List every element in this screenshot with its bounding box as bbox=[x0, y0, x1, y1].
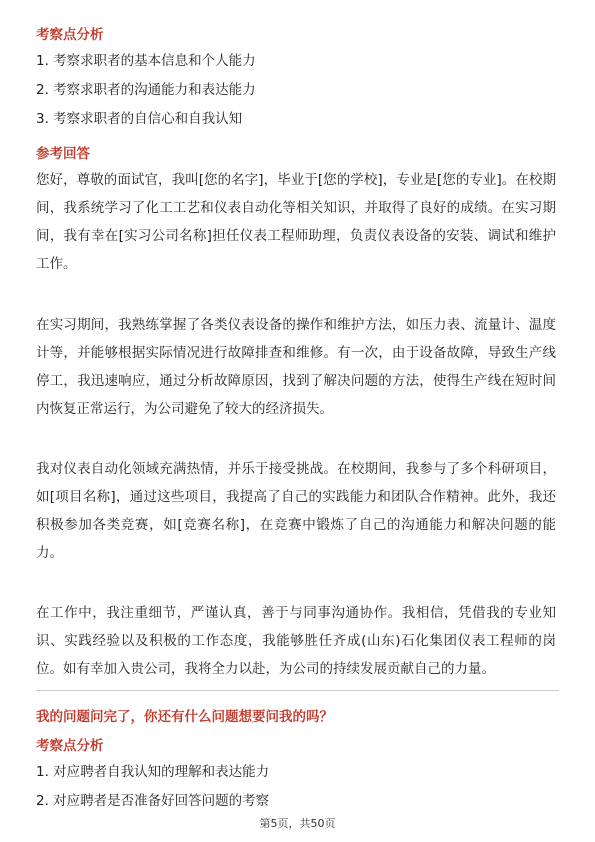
list-item: 1. 对应聘者自我认知的理解和表达能力 bbox=[36, 764, 270, 780]
page-number: 第5页，共50页 bbox=[259, 817, 336, 830]
list-item: 1. 考察求职者的基本信息和个人能力 bbox=[36, 53, 256, 69]
list-item: 2. 考察求职者的沟通能力和表达能力 bbox=[36, 82, 256, 98]
section-heading-answer: 参考回答 bbox=[36, 146, 90, 162]
section-heading-analysis: 考察点分析 bbox=[36, 27, 104, 43]
section-divider bbox=[36, 690, 559, 691]
answer-paragraph: 您好，尊敬的面试官，我叫[您的名字]，毕业于[您的学校]，专业是[您的专业]。在校期间，我系统学习了化工工艺和仪表自动化等相关知识，并取得了良好的成绩。在实习期间，我有幸在[实习公司名称]担任仪表工程师助理，负责仪表设备的安装、调试和维护工作。 bbox=[36, 172, 556, 272]
list-item: 3. 考察求职者的自信心和自我认知 bbox=[36, 111, 243, 127]
answer-paragraph: 我对仪表自动化领域充满热情，并乐于接受挑战。在校期间，我参与了多个科研项目，如[项目名称]，通过这些项目，我提高了自己的实践能力和团队合作精神。此外，我还积极参加各类竞赛，如[竞赛名称]，在竞赛中锻炼了自己的沟通能力和解决问题的能力。 bbox=[36, 461, 556, 561]
section-heading-analysis: 考察点分析 bbox=[36, 738, 104, 754]
answer-paragraph: 在工作中，我注重细节，严谨认真，善于与同事沟通协作。我相信，凭借我的专业知识、实践经验以及积极的工作态度，我能够胜任齐成(山东)石化集团仪表工程师的岗位。如有幸加入贵公司，我将全力以赴，为公司的持续发展贡献自己的力量。 bbox=[36, 605, 556, 677]
answer-paragraph: 在实习期间，我熟练掌握了各类仪表设备的操作和维护方法，如压力表、流量计、温度计等，并能够根据实际情况进行故障排查和维修。有一次，由于设备故障，导致生产线停工，我迅速响应，通过分析故障原因，找到了解决问题的方法，使得生产线在短时间内恢复正常运行，为公司避免了较大的经济损失。 bbox=[36, 317, 556, 417]
list-item: 2. 对应聘者是否准备好回答问题的考察 bbox=[36, 793, 270, 809]
question-title: 我的问题问完了，你还有什么问题想要问我的吗？ bbox=[36, 709, 333, 725]
